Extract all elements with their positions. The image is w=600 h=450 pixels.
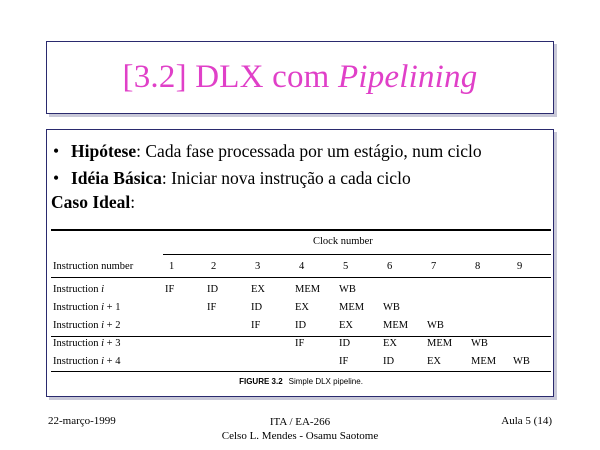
slide-title bbox=[123, 59, 478, 96]
pipeline-figure bbox=[51, 229, 551, 394]
caso-ideal-label bbox=[51, 192, 135, 213]
title-text: [3.2] DLX com bbox=[122, 59, 338, 95]
pipeline-stage-cell: IF bbox=[295, 338, 305, 349]
bullet-keyword: Idéia Básica bbox=[71, 168, 162, 188]
clock-column-label: 6 bbox=[387, 261, 393, 272]
pipeline-stage-cell: ID bbox=[339, 338, 351, 349]
bullet-dot: • bbox=[53, 168, 60, 188]
pipeline-stage-cell: WB bbox=[339, 284, 356, 295]
caso-text: Caso Ideal bbox=[51, 192, 131, 212]
figure-top-rule bbox=[51, 229, 551, 231]
instruction-row-label: Instruction i + 3 bbox=[53, 338, 121, 349]
footer-course: ITA / EA-266 bbox=[269, 416, 331, 428]
bullet-ideia-basica bbox=[53, 168, 411, 189]
pipeline-stage-cell: ID bbox=[251, 302, 263, 313]
clock-column-label: 7 bbox=[431, 261, 437, 272]
clock-number-header: Clock number bbox=[313, 236, 373, 247]
pipeline-stage-cell: WB bbox=[427, 320, 444, 331]
bullet-dot: • bbox=[53, 141, 60, 161]
bullet-text: : Cada fase processada por um estágio, num ciclo bbox=[136, 141, 482, 161]
pipeline-stage-cell: IF bbox=[165, 284, 175, 295]
instruction-number-header: Instruction number bbox=[53, 261, 134, 272]
pipeline-stage-cell: EX bbox=[383, 338, 397, 349]
bullet-hipotese bbox=[53, 141, 482, 162]
caption-text: Simple DLX pipeline. bbox=[288, 377, 363, 386]
clock-column-label: 4 bbox=[299, 261, 305, 272]
instruction-row-label: Instruction i + 4 bbox=[53, 356, 121, 367]
figure-caption bbox=[51, 377, 551, 386]
figure-bottom-rule bbox=[51, 371, 551, 372]
pipeline-stage-cell: IF bbox=[339, 356, 349, 367]
bullet-text: : Iniciar nova instrução a cada ciclo bbox=[161, 168, 411, 188]
pipeline-stage-cell: ID bbox=[207, 284, 219, 295]
clock-column-label: 9 bbox=[517, 261, 523, 272]
header-bottom-rule bbox=[51, 277, 551, 278]
instruction-row-label: Instruction i + 1 bbox=[53, 302, 121, 313]
pipeline-stage-cell: WB bbox=[471, 338, 488, 349]
pipeline-stage-cell: IF bbox=[207, 302, 217, 313]
row-separator-rule bbox=[51, 336, 551, 337]
pipeline-stage-cell: MEM bbox=[383, 320, 409, 331]
pipeline-stage-cell: ID bbox=[383, 356, 395, 367]
caption-label: FIGURE 3.2 bbox=[239, 377, 283, 386]
pipeline-stage-cell: IF bbox=[251, 320, 261, 331]
pipeline-stage-cell: ID bbox=[295, 320, 307, 331]
pipeline-stage-cell: EX bbox=[295, 302, 309, 313]
title-italic-text: Pipelining bbox=[337, 59, 478, 95]
footer-date: 22-março-1999 bbox=[48, 415, 116, 427]
pipeline-stage-cell: MEM bbox=[427, 338, 453, 349]
clock-column-label: 1 bbox=[169, 261, 175, 272]
instruction-row-label: Instruction i bbox=[53, 284, 105, 295]
content-frame bbox=[46, 129, 554, 397]
clock-column-label: 5 bbox=[343, 261, 349, 272]
bullet-keyword: Hipótese bbox=[71, 141, 137, 161]
instruction-row-label: Instruction i + 2 bbox=[53, 320, 121, 331]
clock-column-label: 2 bbox=[211, 261, 217, 272]
pipeline-stage-cell: MEM bbox=[471, 356, 497, 367]
pipeline-stage-cell: WB bbox=[513, 356, 530, 367]
clock-column-label: 8 bbox=[475, 261, 481, 272]
pipeline-stage-cell: WB bbox=[383, 302, 400, 313]
pipeline-stage-cell: EX bbox=[427, 356, 441, 367]
clock-column-label: 3 bbox=[255, 261, 261, 272]
footer-page: Aula 5 (14) bbox=[501, 415, 552, 427]
pipeline-stage-cell: EX bbox=[339, 320, 353, 331]
title-frame bbox=[46, 41, 554, 114]
footer-authors: Celso L. Mendes - Osamu Saotome bbox=[221, 430, 379, 442]
caso-colon: : bbox=[130, 192, 136, 212]
clock-header-rule bbox=[163, 254, 551, 255]
pipeline-stage-cell: EX bbox=[251, 284, 265, 295]
pipeline-stage-cell: MEM bbox=[339, 302, 365, 313]
pipeline-stage-cell: MEM bbox=[295, 284, 321, 295]
